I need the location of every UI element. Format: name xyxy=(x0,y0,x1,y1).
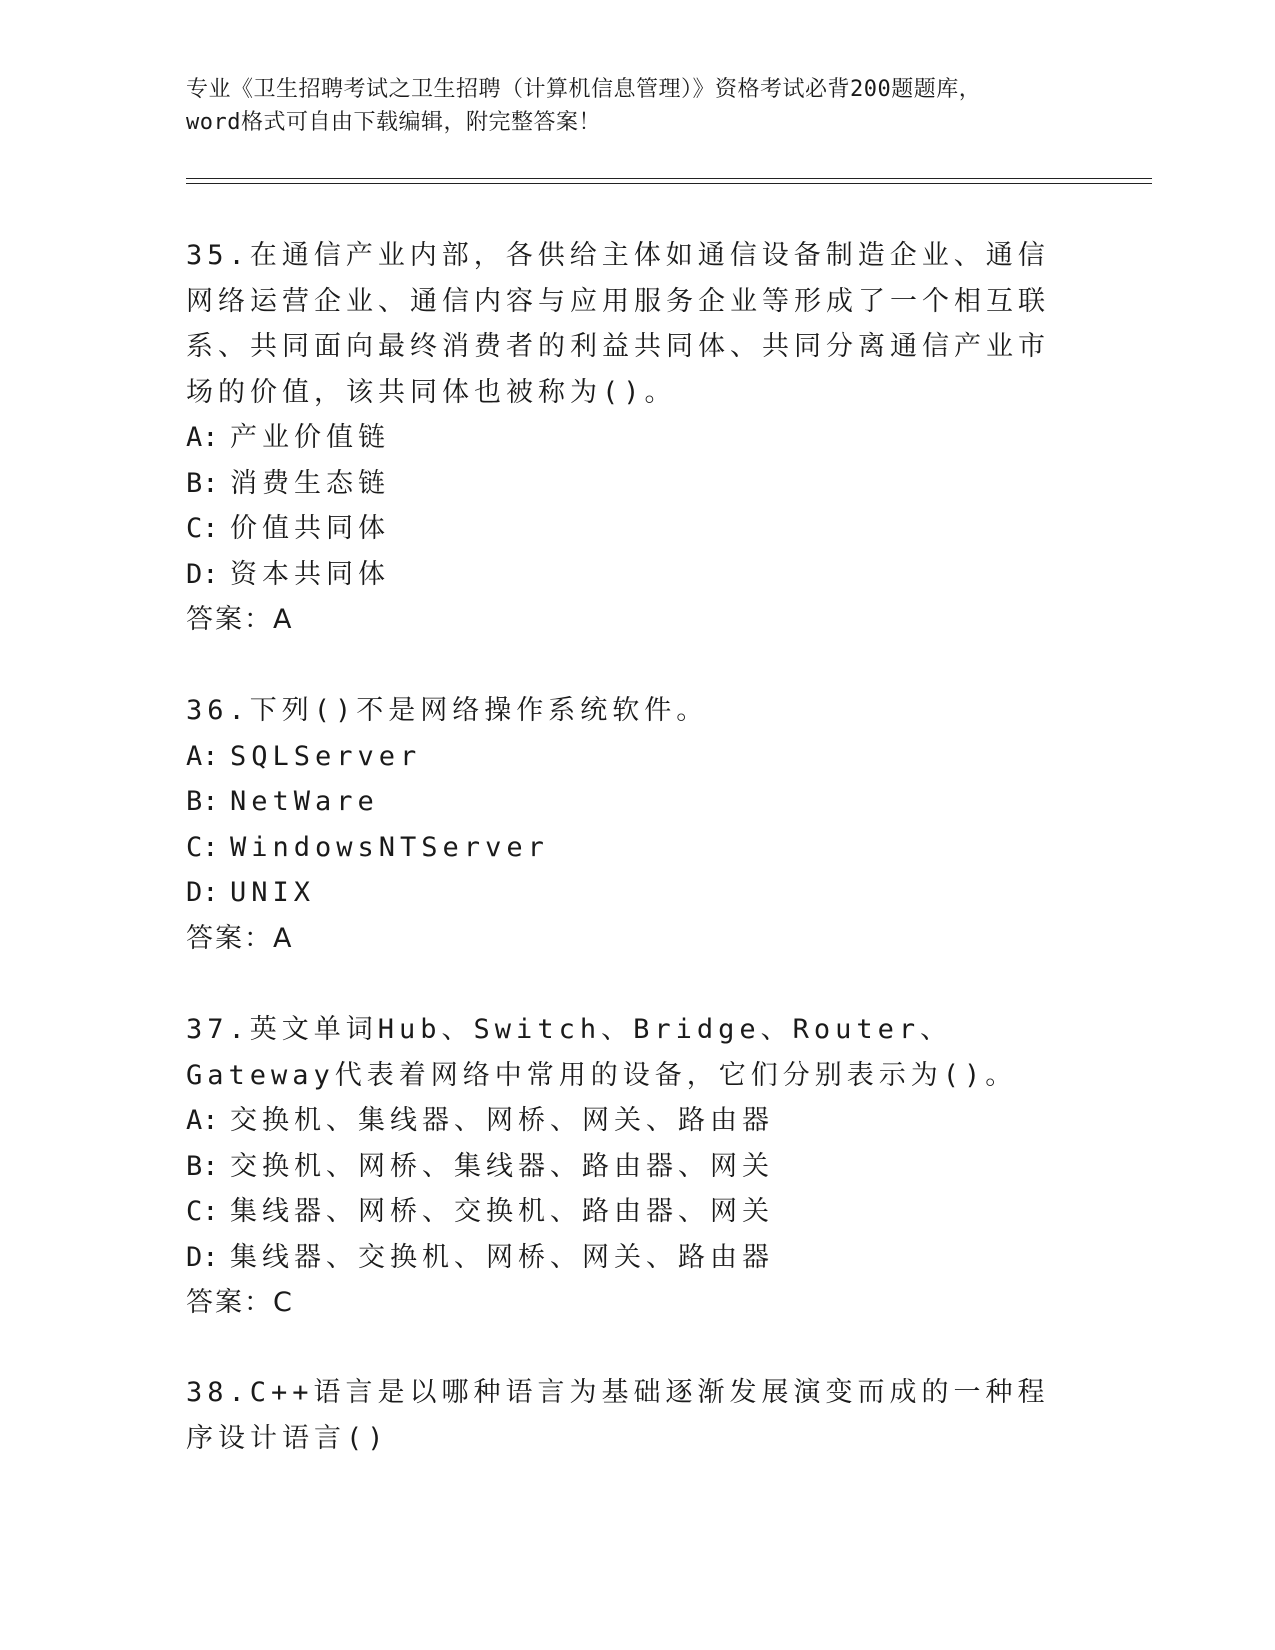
option-text: WindowsNTServer xyxy=(230,831,549,863)
option-b xyxy=(186,1144,1076,1190)
option-d xyxy=(186,552,1076,598)
option-key: D: xyxy=(186,558,219,590)
option-text: NetWare xyxy=(230,786,379,817)
option-key: A: xyxy=(186,422,219,453)
question-number: 37. xyxy=(186,1014,250,1045)
option-key: A: xyxy=(186,740,219,772)
option-a xyxy=(186,415,1076,461)
option-c xyxy=(186,825,1076,871)
header-divider-top xyxy=(186,178,1152,179)
answer-line: 答案：A xyxy=(186,922,294,954)
option-text: 集线器、交换机、网桥、网关、路由器 xyxy=(230,1241,774,1273)
option-c xyxy=(186,1189,1076,1235)
question-38 xyxy=(186,1370,1076,1461)
option-a xyxy=(186,734,1076,780)
option-text: 价值共同体 xyxy=(230,513,390,544)
option-key: B: xyxy=(186,786,219,817)
option-a xyxy=(186,1098,1076,1144)
option-key: D: xyxy=(186,877,219,908)
option-text: 消费生态链 xyxy=(230,467,390,499)
option-text: 交换机、集线器、网桥、网关、路由器 xyxy=(230,1105,774,1136)
option-d xyxy=(186,870,1076,916)
question-text: 在通信产业内部，各供给主体如通信设备制造企业、通信网络运营企业、通信内容与应用服务企业等形成了一个相互联系、共同面向最终消费者的利益共同体、共同分离通信产业市场的价值，该共同体也被称为()。 xyxy=(186,240,1050,408)
option-text: 交换机、网桥、集线器、路由器、网关 xyxy=(230,1150,774,1182)
document-header xyxy=(186,73,1086,139)
question-37 xyxy=(186,1007,1076,1326)
answer-line: 答案：C xyxy=(186,1287,294,1318)
header-divider-bottom xyxy=(186,183,1152,184)
option-key: C: xyxy=(186,513,219,544)
question-36 xyxy=(186,688,1076,961)
question-stem xyxy=(186,688,1076,734)
option-c xyxy=(186,506,1076,552)
question-stem xyxy=(186,1007,1076,1098)
option-b xyxy=(186,461,1076,507)
header-line-2: word格式可自由下载编辑，附完整答案！ xyxy=(186,110,601,135)
option-text: UNIX xyxy=(230,877,316,908)
question-number: 38. xyxy=(186,1377,250,1408)
option-b xyxy=(186,779,1076,825)
question-stem xyxy=(186,1370,1076,1461)
answer-line: 答案：A xyxy=(186,604,294,635)
header-line-1: 专业《卫生招聘考试之卫生招聘（计算机信息管理）》资格考试必背200题题库， xyxy=(186,77,982,102)
question-number: 35. xyxy=(186,240,250,271)
option-key: D: xyxy=(186,1241,219,1273)
question-text: C++语言是以哪种语言为基础逐渐发展演变而成的一种程序设计语言() xyxy=(186,1377,1050,1454)
option-key: C: xyxy=(186,1196,219,1227)
question-text: 英文单词Hub、Switch、Bridge、Router、Gateway代表着网络中常用的设备，它们分别表示为()。 xyxy=(186,1014,1018,1091)
option-text: 资本共同体 xyxy=(230,558,390,590)
option-key: C: xyxy=(186,831,219,863)
question-stem xyxy=(186,233,1076,415)
question-text: 下列()不是网络操作系统软件。 xyxy=(249,695,709,726)
option-d xyxy=(186,1235,1076,1281)
option-text: 集线器、网桥、交换机、路由器、网关 xyxy=(230,1196,774,1227)
option-key: A: xyxy=(186,1105,219,1136)
option-text: 产业价值链 xyxy=(230,422,390,453)
option-key: B: xyxy=(186,467,219,499)
question-35 xyxy=(186,233,1076,643)
option-text: SQLServer xyxy=(230,740,422,772)
question-number: 36. xyxy=(186,695,250,726)
option-key: B: xyxy=(186,1150,219,1182)
